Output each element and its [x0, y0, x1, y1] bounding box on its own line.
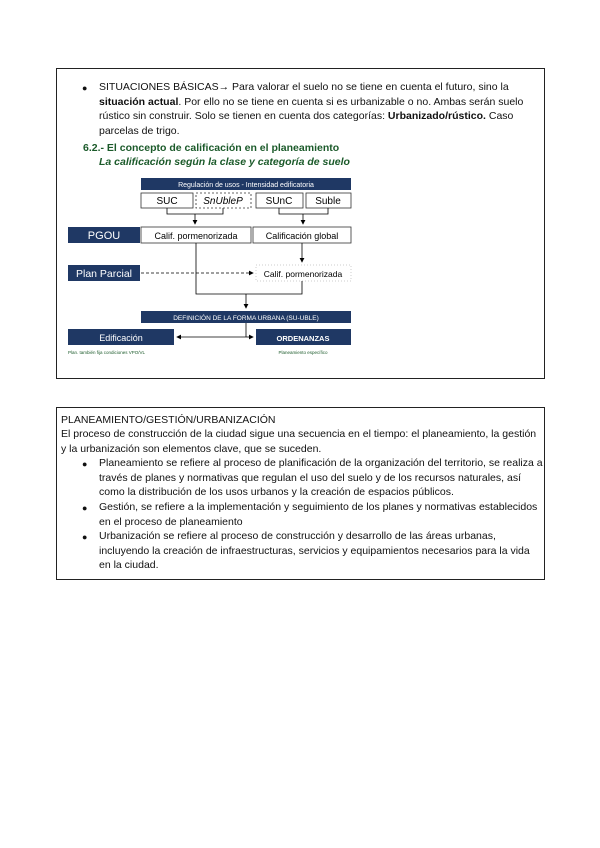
list-item-urbanizacion: Urbanización se refiere al proceso de construcción y desarrollo de las áreas urbanas, incluyendo la creación de infraestructuras, servicios y equipamientos necesarios para la vida en la ciudad.: [99, 530, 530, 571]
calif-pormenorizada-label: Calif. pormenorizada: [154, 231, 238, 241]
bullet-dot: ●: [82, 459, 88, 469]
planeamiento-title: PLANEAMIENTO/GESTIÓN/URBANIZACIÓN: [61, 414, 276, 426]
calif-pormenorizada2-label: Calif. pormenorizada: [263, 269, 343, 279]
planeamiento-box: [56, 407, 545, 580]
class-label-suc: SUC: [156, 196, 178, 207]
calificacion-subheading: La calificación según la clase y categoría de suelo: [99, 156, 350, 168]
bullet-dot: ●: [82, 503, 88, 513]
ordenanzas-label: ORDENANZAS: [276, 334, 330, 343]
calificacion-diagram: [57, 174, 546, 374]
list-item-planeamiento: Planeamiento se refiere al proceso de planificación de la organización del territorio, se realiza a través de planes y normativas que regulan el uso del suelo y de los recursos naturales, así como la distribución de los usos urbanos y la creación de espacios públicos.: [99, 457, 543, 498]
regulacion-label: Regulación de usos - Intensidad edificatoria: [178, 182, 314, 189]
planeamiento-intro: El proceso de construcción de la ciudad sigue una secuencia en el tiempo: el planeamiento, la gestión y la urbanización son elementos clave, que se suceden.: [61, 428, 537, 455]
list-item-gestion: Gestión, se refiere a la implementación y seguimiento de los planes y normativas establecidos en el proceso de planeamiento: [99, 501, 538, 528]
note-left: Plan. también fija condiciones VPO/VL: [68, 350, 146, 355]
plan-parcial-label: Plan Parcial: [75, 268, 133, 280]
situaciones-basicas-box: [56, 68, 545, 379]
situaciones-bullet-text: SITUACIONES BÁSICAS→ Para valorar el suelo no se tiene en cuenta el futuro, sino la situación actual. Por ello no se tiene en cuenta si es urbanizable o no. Ambas serán suelo rústico sin construir. Solo se tienen en cuenta dos categorías: Urbanizado/rústico. Caso parcelas de trigo.: [99, 81, 524, 137]
edificacion-label: Edificación: [99, 333, 143, 343]
definicion-label: DEFINICIÓN DE LA FORMA URBANA (SU-UBLE): [173, 315, 319, 322]
calif-global-label: Calificación global: [265, 231, 339, 241]
pgou-label: PGOU: [87, 230, 121, 242]
calificacion-heading: 6.2.- El concepto de calificación en el planeamiento: [83, 142, 340, 154]
bullet-dot: ●: [82, 532, 88, 542]
class-label-suble: Suble: [315, 196, 341, 207]
class-label-snublep: SnUbleP: [203, 196, 243, 207]
class-label-sunc: SUnC: [265, 196, 293, 207]
note-right: Planeamiento específico: [278, 350, 328, 355]
bullet-dot: ●: [82, 83, 88, 93]
